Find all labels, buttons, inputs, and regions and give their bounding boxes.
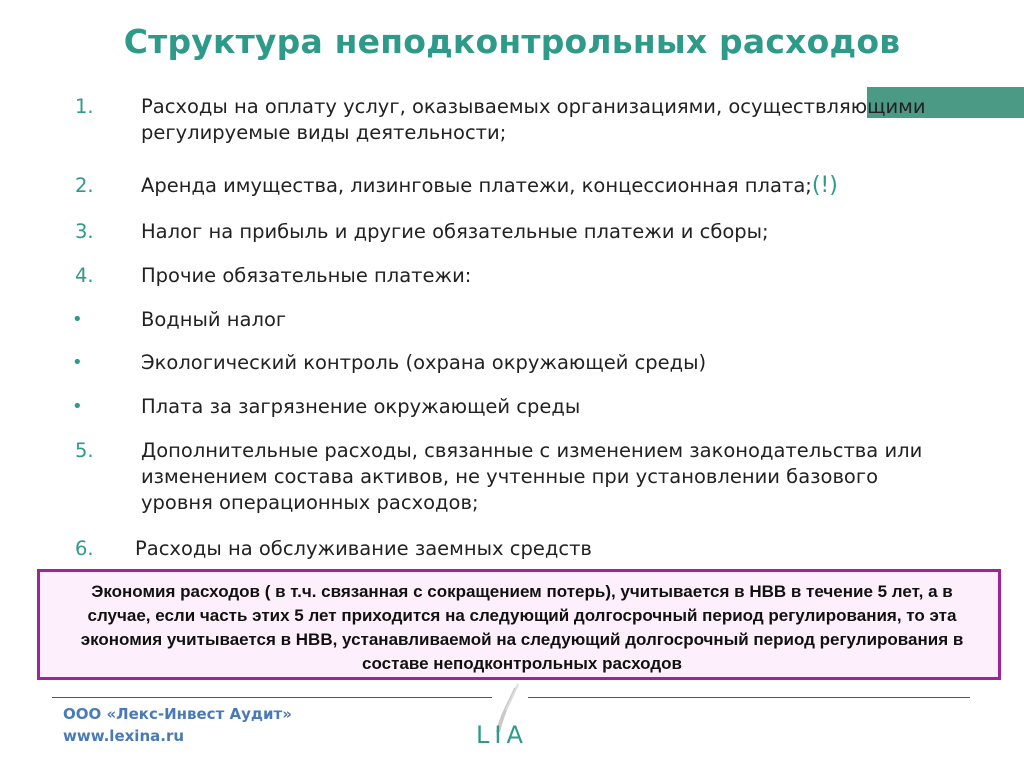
logo-text: LIA xyxy=(476,721,528,749)
list-item-text: Аренда имущества, лизинговые платежи, концессионная плата; xyxy=(141,174,812,197)
bullet-marker: • xyxy=(72,309,83,330)
list-item-text-wrap xyxy=(141,173,941,199)
list-marker: 5. xyxy=(75,439,94,462)
list-marker: 3. xyxy=(75,220,94,243)
footer-divider-left xyxy=(52,697,492,698)
bullet-marker: • xyxy=(72,396,83,417)
list-item-text: Расходы на оплату услуг, оказываемых организациями, осуществляющими регулируемые виды деятельности; xyxy=(141,95,926,144)
list-item-text: Водный налог xyxy=(141,308,287,331)
footer-website[interactable]: www.lexina.ru xyxy=(63,727,185,745)
list-marker: 4. xyxy=(75,264,94,287)
exclamation-note: (!) xyxy=(811,173,838,198)
list-item-text: Прочие обязательные платежи: xyxy=(141,264,472,287)
bullet-marker: • xyxy=(72,352,83,373)
footer-divider-right xyxy=(528,697,970,698)
footer-company: ООО «Лекс-Инвест Аудит» xyxy=(63,705,292,723)
savings-note-box xyxy=(37,569,1001,680)
list-item-text: Налог на прибыль и другие обязательные платежи и сборы; xyxy=(141,220,769,243)
list-item-text: Дополнительные расходы, связанные с изменением законодательства или изменением состава активов, не учтенные при установлении базового уровня операционных расходов; xyxy=(141,439,923,514)
list-marker: 2. xyxy=(75,174,94,197)
list-marker: 1. xyxy=(75,95,94,118)
list-marker: 6. xyxy=(75,537,94,560)
list-item-text: Расходы на обслуживание заемных средств xyxy=(135,537,592,560)
list-item-text: Экологический контроль (охрана окружающей среды) xyxy=(141,351,707,374)
lia-logo-icon xyxy=(470,680,550,750)
page-title: Структура неподконтрольных расходов xyxy=(123,22,901,61)
savings-note-text: Экономия расходов ( в т.ч. связанная с сокращением потерь), учитывается в НВВ в течение 5 лет, а в случае, если часть этих 5 лет приходится на следующий долгосрочный период регулирования, то эта экономия учитывается в НВВ, устанавливаемой на следующий долгосрочный период регулирования в составе неподконтрольных расходов xyxy=(80,582,964,673)
list-item-text: Плата за загрязнение окружающей среды xyxy=(141,395,581,418)
